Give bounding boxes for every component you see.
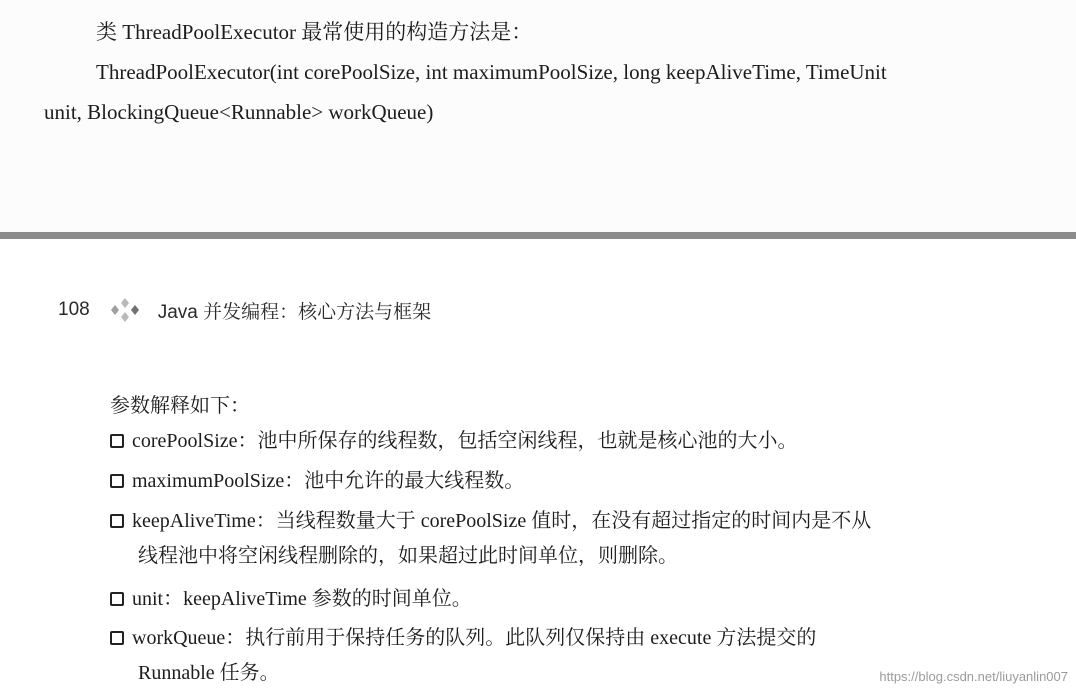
page-header [58,295,431,325]
list-item-text: keepAliveTime：当线程数量大于 corePoolSize 值时，在没有超过指定的时间内是不从 [132,510,872,532]
watermark: https://blog.csdn.net/liuyanlin007 [879,669,1068,684]
constructor-signature-line2: unit, BlockingQueue<Runnable> workQueue) [44,100,434,124]
list-item-unit [110,584,472,614]
top-page-excerpt [0,0,1076,232]
list-item-text: maximumPoolSize：池中允许的最大线程数。 [132,470,525,492]
parameters-intro: 参数解释如下： [110,395,250,417]
page-divider [0,232,1076,239]
square-bullet-icon [110,474,124,488]
diamond-cluster-icon [110,295,140,325]
list-item-text: workQueue：执行前用于保持任务的队列。此队列仅保持由 execute 方法提交的 [132,627,817,649]
list-item-continuation: Runnable 任务。 [138,662,280,684]
constructor-intro-line: 类 ThreadPoolExecutor 最常使用的构造方法是： [96,20,533,44]
constructor-signature-line1: ThreadPoolExecutor(int corePoolSize, int maximumPoolSize, long keepAliveTime, TimeUnit [96,60,887,84]
list-item-text: unit：keepAliveTime 参数的时间单位。 [132,588,472,610]
square-bullet-icon [110,434,124,448]
square-bullet-icon [110,631,124,645]
list-item-continuation: 线程池中将空闲线程删除的，如果超过此时间单位，则删除。 [138,545,678,567]
running-title: Java 并发编程：核心方法与框架 [157,301,432,323]
square-bullet-icon [110,592,124,606]
list-item-workqueue [110,623,816,653]
square-bullet-icon [110,514,124,528]
list-item-maximumpoolsize [110,466,524,496]
page-number: 108 [58,299,90,320]
list-item-text: corePoolSize：池中所保存的线程数，包括空闲线程，也就是核心池的大小。 [132,430,798,452]
bottom-page-excerpt [0,239,1076,696]
list-item-keepalivetime [110,506,871,536]
list-item-corepoolsize [110,426,798,456]
